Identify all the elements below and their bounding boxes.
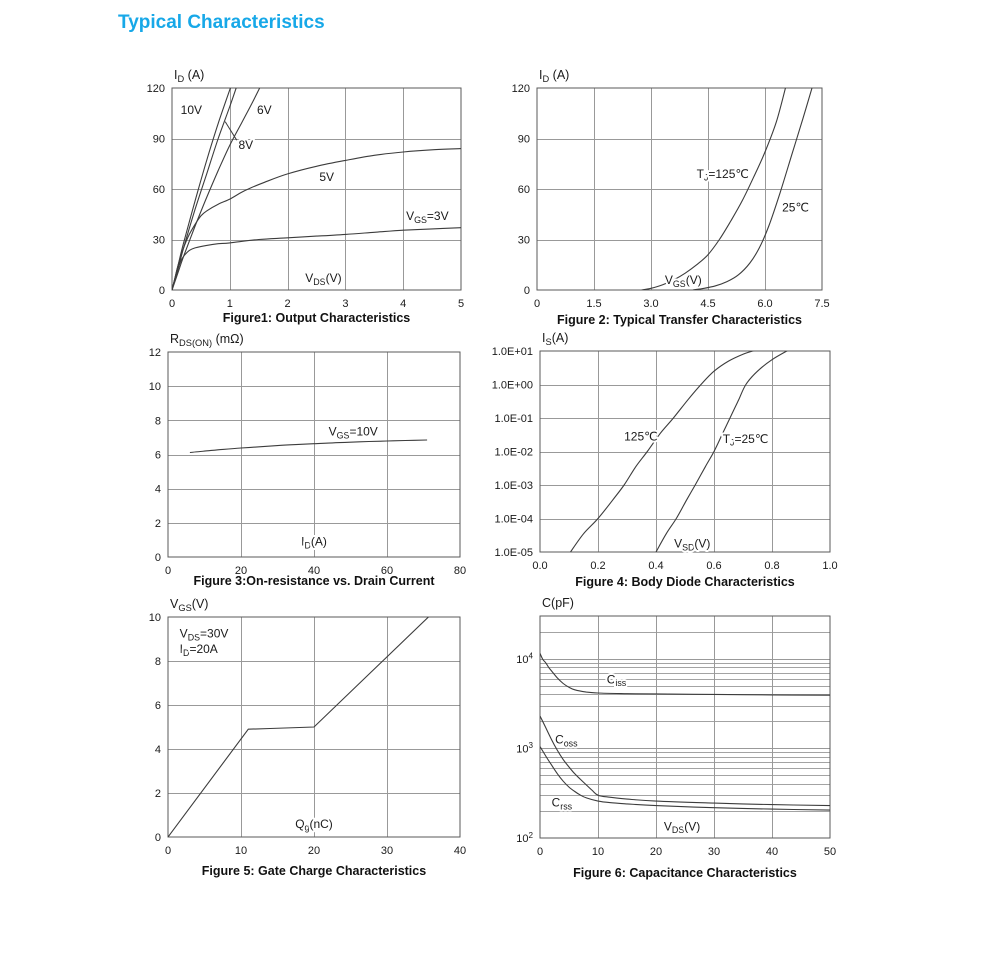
y-tick-label: 0	[154, 832, 161, 844]
annotation-2: 8V	[238, 138, 254, 153]
x-tick-label: 0	[533, 298, 541, 310]
figure5-caption: Figure 5: Gate Charge Characteristics	[201, 864, 427, 878]
x-tick-label: 0.4	[648, 560, 664, 572]
figure5-gate-charge-chart	[118, 591, 480, 865]
y-tick-label: 8	[154, 656, 161, 668]
y-tick-label: 0	[523, 285, 530, 297]
x-tick-label: 1.0	[822, 560, 838, 572]
y-tick-label: 0	[154, 552, 161, 564]
y-tick-label: 1.0E-01	[494, 413, 533, 425]
series-coss	[540, 716, 830, 806]
x-tick-label: 0.2	[590, 560, 606, 572]
x-tick-label: 40	[453, 845, 467, 857]
x-tick-label: 5	[457, 298, 465, 310]
annotation-0: $V_{GS}=10V$	[328, 424, 378, 441]
x-tick-label: 0	[536, 846, 544, 858]
x-tick-label: 50	[823, 846, 837, 858]
x-tick-label: 30	[707, 846, 721, 858]
x-tick-label: 6.0	[757, 298, 773, 310]
x-tick-label: 80	[453, 565, 467, 577]
x-tick-label: 60	[380, 565, 394, 577]
x-tick-label: 0	[164, 845, 172, 857]
x-tick-label: 10	[591, 846, 605, 858]
y-tick-label: 1.0E-04	[494, 513, 533, 526]
y-tick-label: 60	[152, 184, 165, 196]
annotation-1: 25℃	[782, 200, 809, 215]
series-tj-125c	[642, 86, 786, 290]
figure6-caption: Figure 6: Capacitance Characteristics	[573, 866, 797, 880]
annotation-0: $C_{iss}$	[606, 672, 627, 689]
y-tick-label: 1.0E-02	[494, 446, 533, 459]
figure4-caption: Figure 4: Body Diode Characteristics	[575, 575, 795, 589]
y-tick-label: 4	[154, 744, 161, 756]
series-crss	[540, 747, 830, 811]
y-tick-label: $10^2$	[516, 830, 533, 845]
figure3-caption: Figure 3:On-resistance vs. Drain Current	[193, 574, 435, 588]
x-tick-label: 2	[284, 298, 291, 310]
x-axis-title: $V_{GS}(V)$	[664, 272, 702, 289]
x-tick-label: 20	[307, 845, 321, 857]
y-tick-label: 8	[154, 415, 161, 428]
y-tick-label: 90	[517, 133, 530, 146]
series-tj-25c	[693, 86, 813, 290]
y-axis-title: $V_{GS}(V)$	[170, 597, 209, 613]
annotation-3: 5V	[319, 170, 335, 185]
y-tick-label: 10	[148, 612, 161, 624]
y-tick-label: 2	[154, 517, 161, 530]
y-tick-label: 6	[154, 449, 161, 462]
x-axis-title: $I_D(A)$	[301, 534, 327, 551]
y-tick-label: 1.0E+00	[491, 379, 533, 392]
annotation-1: $C_{oss}$	[555, 732, 578, 749]
x-tick-label: 3.0	[643, 298, 659, 310]
x-tick-label: 30	[380, 845, 394, 857]
x-axis-title: $Q_g(nC)$	[295, 816, 333, 833]
x-tick-label: 0.8	[764, 560, 780, 572]
y-tick-label: 60	[517, 184, 530, 196]
x-tick-label: 0.0	[532, 560, 548, 572]
annotation-0: $V_{DS}=30V$	[179, 626, 229, 643]
annotation-1: 6V	[256, 102, 272, 117]
x-tick-label: 20	[649, 846, 663, 858]
x-tick-label: 3	[342, 298, 349, 310]
figure2-caption: Figure 2: Typical Transfer Characteristics	[556, 313, 802, 327]
y-tick-label: 30	[517, 234, 530, 247]
x-tick-label: 40	[307, 565, 321, 577]
x-tick-label: 40	[765, 846, 779, 858]
x-axis-title: $V_{SD}(V)$	[674, 536, 711, 553]
x-tick-label: 10	[234, 845, 248, 857]
figure2-transfer-characteristics-chart	[487, 62, 842, 318]
y-tick-label: 1.0E-03	[494, 480, 533, 492]
figure6-capacitance-chart	[490, 590, 850, 866]
y-axis-title: $I_D$ (A)	[174, 68, 205, 84]
annotation-1: $I_D=20A$	[179, 641, 218, 658]
annotation-4: $V_{GS}=3V$	[406, 208, 449, 225]
y-tick-label: 90	[152, 133, 165, 146]
y-axis-title: $R_{DS(ON)}$ (mΩ)	[170, 332, 244, 348]
x-tick-label: 7.5	[814, 298, 830, 310]
y-tick-label: 10	[148, 381, 161, 394]
series-vgs-10v	[190, 440, 427, 453]
x-tick-label: 0.6	[706, 560, 722, 572]
annotation-1: $T_J=25℃$	[722, 431, 769, 448]
page-title: Typical Characteristics	[118, 12, 325, 33]
y-tick-label: 12	[148, 347, 161, 359]
y-tick-label: 120	[146, 83, 165, 95]
x-tick-label: 1	[226, 298, 233, 310]
y-axis-title: $I_S(A)$	[542, 331, 569, 347]
y-tick-label: 1.0E+01	[491, 346, 533, 358]
x-tick-label: 0	[164, 565, 172, 577]
x-tick-label: 4	[400, 298, 407, 310]
annotation-0: 10V	[180, 102, 203, 117]
y-tick-label: $10^3$	[516, 741, 533, 756]
y-tick-label: 6	[154, 700, 161, 712]
annotation-0: $T_J=125℃$	[696, 166, 749, 183]
figure4-body-diode-chart	[490, 325, 850, 580]
x-tick-label: 20	[234, 565, 248, 577]
y-axis-title: C(pF)	[542, 596, 574, 610]
y-tick-label: 120	[511, 83, 530, 95]
figure1-output-characteristics-chart	[122, 62, 481, 318]
x-tick-label: 1.5	[586, 298, 602, 310]
y-tick-label: 2	[154, 788, 161, 800]
y-tick-label: 4	[154, 483, 161, 496]
y-tick-label: $10^4$	[516, 651, 533, 666]
x-axis-title: $V_{DS}(V)$	[663, 819, 701, 836]
x-tick-label: 0	[168, 298, 176, 310]
annotation-0: 125℃	[624, 429, 658, 444]
series-tj-25c	[656, 350, 789, 552]
y-axis-title: $I_D$ (A)	[539, 68, 570, 84]
figure3-on-resistance-chart	[118, 326, 480, 585]
annotation-2: $C_{rss}$	[551, 795, 573, 812]
y-tick-label: 30	[152, 234, 165, 247]
y-tick-label: 0	[158, 285, 165, 297]
x-axis-title: $V_{DS}(V)$	[305, 271, 342, 288]
figure1-caption: Figure1: Output Characteristics	[222, 311, 411, 325]
x-tick-label: 4.5	[700, 298, 716, 310]
y-tick-label: 1.0E-05	[494, 547, 533, 559]
